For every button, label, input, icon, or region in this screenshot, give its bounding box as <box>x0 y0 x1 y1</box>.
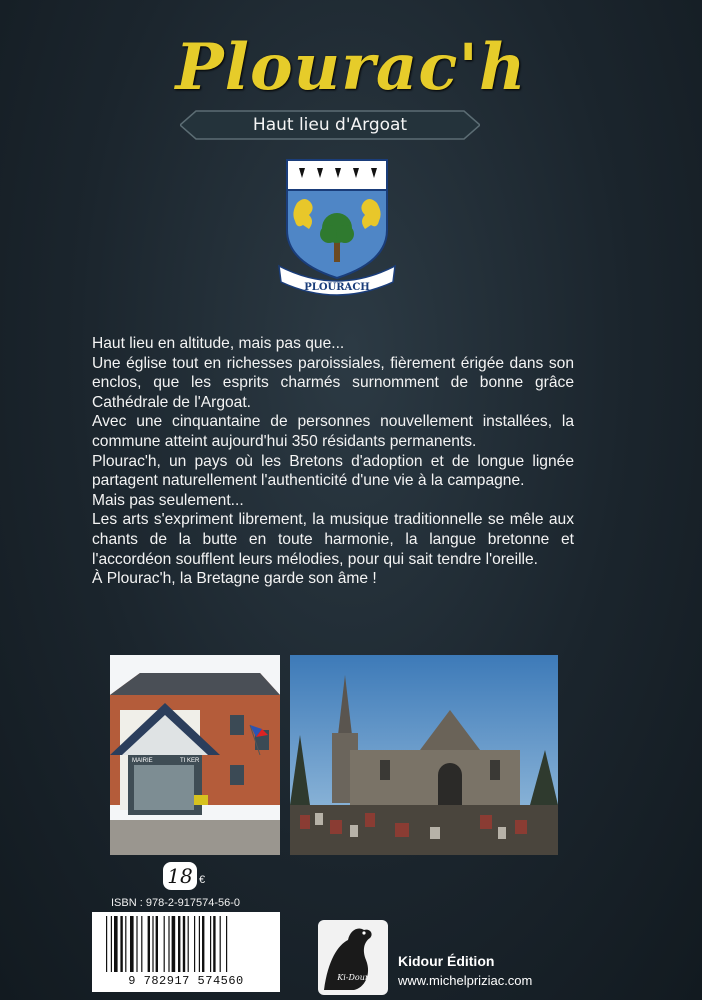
paragraph: Mais pas seulement... <box>92 491 244 509</box>
barcode-bars-icon <box>92 912 280 974</box>
back-cover-text <box>92 334 574 589</box>
coat-of-arms-icon <box>277 158 397 298</box>
paragraph: Plourac'h, un pays où les Bretons d'adoption et de longue lignée partagent naturellement l'authenticité d'une vie à la campagne. <box>92 452 574 490</box>
paragraph: Avec une cinquantaine de personnes nouvellement installées, la commune atteint aujourd'hui 350 résidants permanents. <box>92 413 574 450</box>
paragraph: Haut lieu en altitude, mais pas que... <box>92 335 345 352</box>
publisher-name: Kidour Édition <box>398 953 495 969</box>
town-hall-photo <box>110 655 280 855</box>
paragraph: À Plourac'h, la Bretagne garde son âme ! <box>92 570 377 588</box>
barcode <box>92 912 280 992</box>
paragraph: Une église tout en richesses paroissiales, fièrement érigée dans son enclos, que les esprits charmés surnomment de bonne grâce Cathédrale de l'Argoat. <box>92 354 574 411</box>
logo-text: Ki-Dour <box>337 973 369 982</box>
crest-label: PLOURACH <box>304 282 370 293</box>
price-sticker: 18 <box>163 862 197 890</box>
publisher-website: www.michelpriziac.com <box>398 973 533 988</box>
isbn-label: ISBN : 978-2-917574-56-0 <box>111 897 241 909</box>
publisher-logo <box>318 920 388 995</box>
book-title: Plourac'h <box>175 30 527 105</box>
sign-mairie: MAIRIE <box>132 758 153 764</box>
barcode-digits: 9 782917 574560 <box>128 974 244 988</box>
book-subtitle: Haut lieu d'Argoat <box>252 115 408 135</box>
church-photo <box>290 655 558 855</box>
paragraph: Les arts s'expriment librement, la musique traditionnelle se mêle aux chants de la butte en toute harmonie, la langue bretonne et l'accordéon soufflent leurs mélodies, pour qui sait tendre l'oreille. <box>92 511 574 568</box>
price-currency: € <box>199 874 206 886</box>
sign-ti-ker: TI KER <box>180 758 200 764</box>
subtitle-banner <box>180 110 480 140</box>
